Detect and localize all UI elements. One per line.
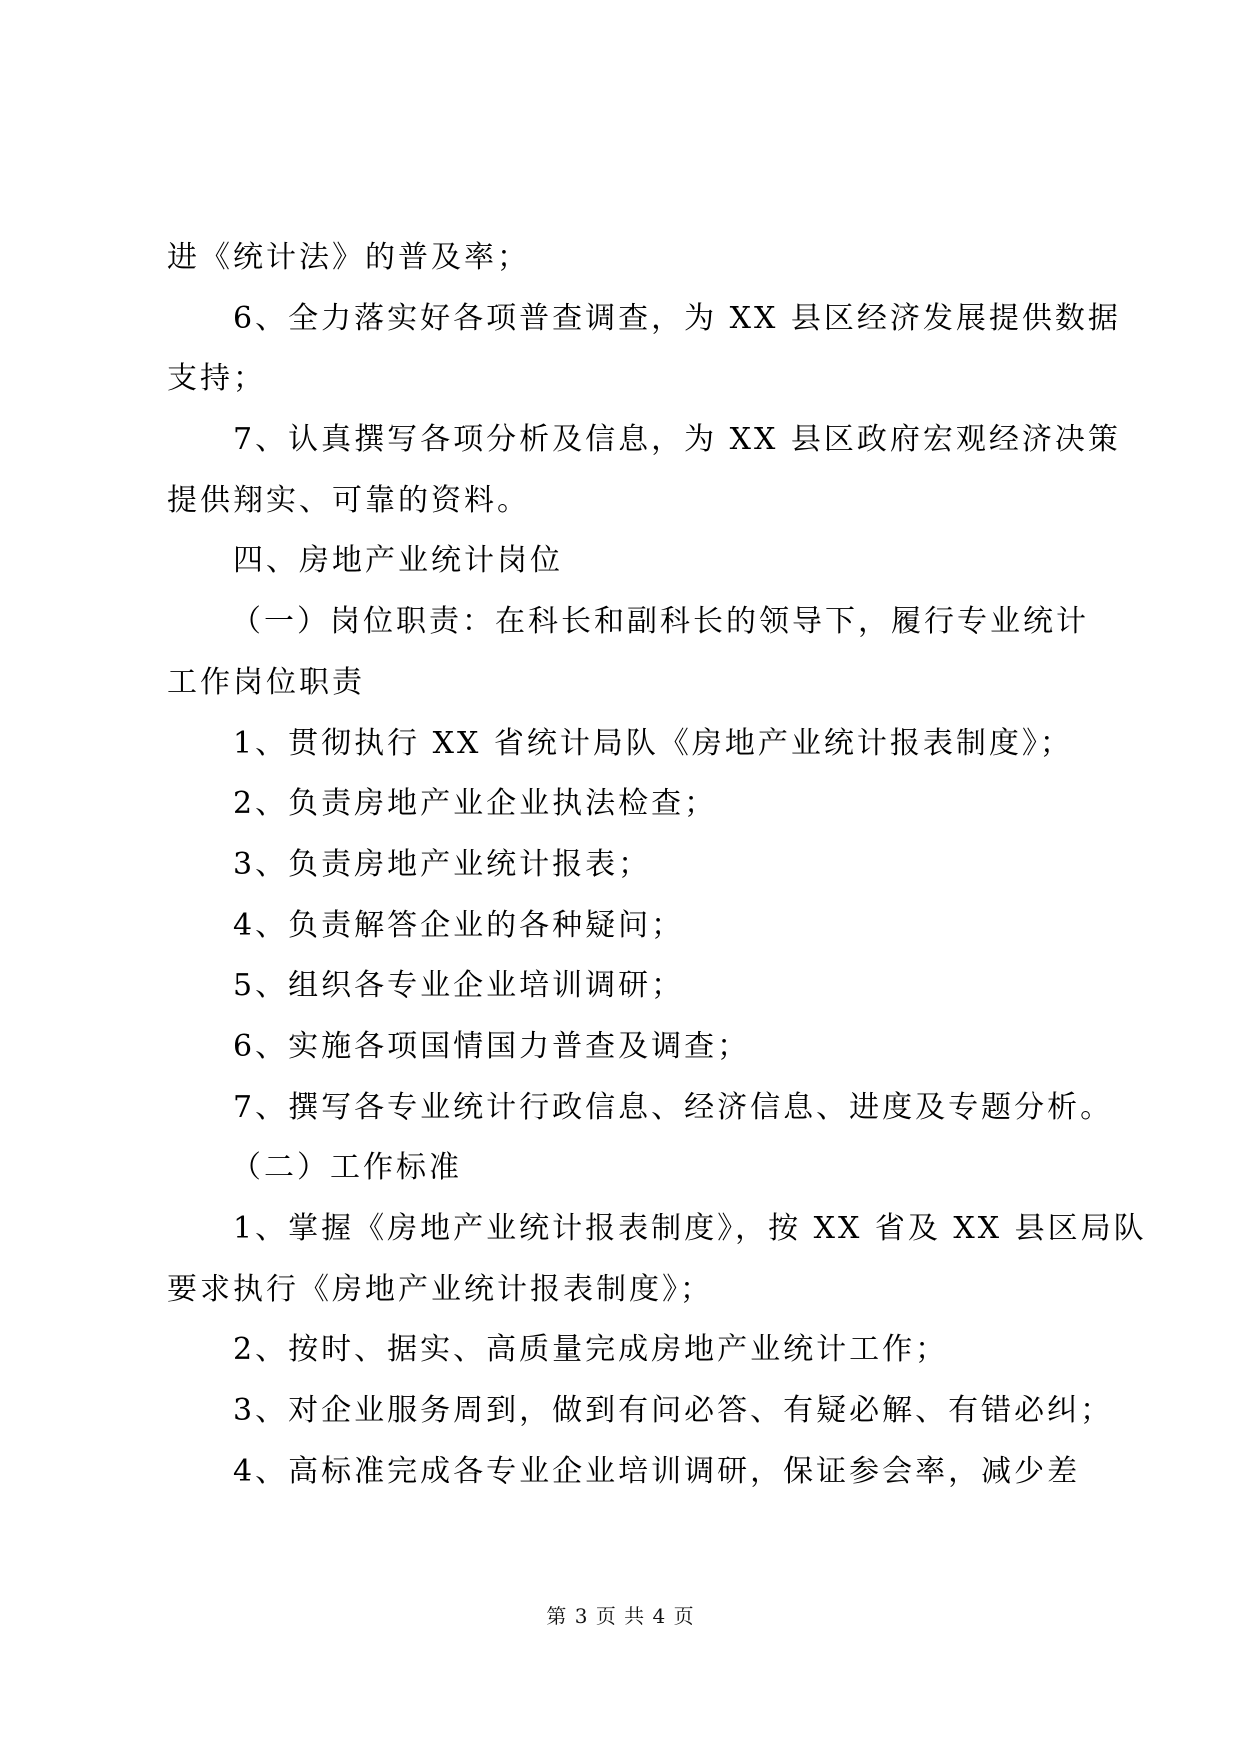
paragraph-line: 要求执行《房地产业统计报表制度》； <box>167 1271 713 1307</box>
document-body <box>167 228 1147 1502</box>
list-item-line: 1、贯彻执行 XX 省统计局队《房地产业统计报表制度》； <box>233 725 1073 761</box>
paragraph-line: 支持； <box>167 361 266 397</box>
subsection-heading: （二）工作标准 <box>231 1150 462 1186</box>
list-item-line: 4、高标准完成各专业企业培训调研，保证参会率，减少差 <box>233 1453 1081 1489</box>
page-number-footer: 第 3 页 共 4 页 <box>546 1604 695 1628</box>
paragraph-line: 进《统计法》的普及率； <box>167 240 530 275</box>
list-item-line: 6、实施各项国情国力普查及调查； <box>233 1028 751 1064</box>
list-item-line: 6、全力落实好各项普查调查，为 XX 县区经济发展提供数据 <box>233 300 1121 336</box>
paragraph-line: 工作岗位职责 <box>167 664 365 700</box>
subsection-heading: （一）岗位职责：在科长和副科长的领导下，履行专业统计 <box>231 604 1089 640</box>
list-item-line: 3、负责房地产业统计报表； <box>233 846 652 882</box>
paragraph-line: 提供翔实、可靠的资料。 <box>167 482 530 518</box>
section-heading: 四、房地产业统计岗位 <box>233 543 563 579</box>
list-item-line: 7、撰写各专业统计行政信息、经济信息、进度及专题分析。 <box>233 1089 1114 1125</box>
list-item-line: 2、按时、据实、高质量完成房地产业统计工作； <box>233 1332 949 1368</box>
list-item-line: 2、负责房地产业企业执法检查； <box>233 786 718 822</box>
list-item-line: 1、掌握《房地产业统计报表制度》，按 XX 省及 XX 县区局队 <box>233 1211 1147 1246</box>
list-item-line: 7、认真撰写各项分析及信息，为 XX 县区政府宏观经济决策 <box>233 422 1121 458</box>
list-item-line: 3、对企业服务周到，做到有问必答、有疑必解、有错必纠； <box>233 1393 1114 1429</box>
list-item-line: 4、负责解答企业的各种疑问； <box>233 907 685 943</box>
list-item-line: 5、组织各专业企业培训调研； <box>233 968 685 1004</box>
